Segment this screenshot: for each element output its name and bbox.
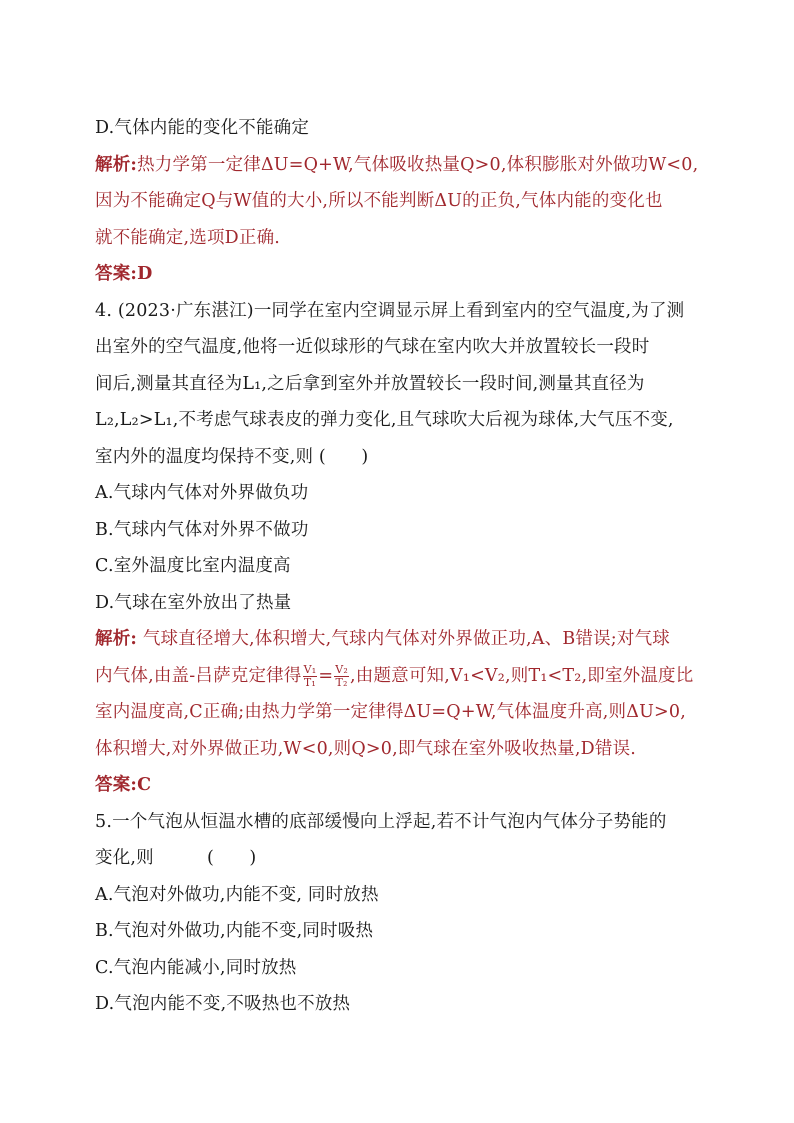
answer-label: 答案:: [95, 775, 138, 795]
q3-analysis-text-1: 热力学第一定律ΔU=Q+W,气体吸收热量Q>0,体积膨胀对外做功W<0,: [137, 154, 699, 175]
q4-option-d: D.气球在室外放出了热量: [95, 592, 292, 613]
q4-stem-line-4: L₂,L₂>L₁,不考虑气球表皮的弹力变化,且气球吹大后视为球体,大气压不变,: [95, 410, 674, 430]
q4-stem-line-1: 4. (2023·广东湛江)一同学在室内空调显示屏上看到室内的空气温度,为了测: [95, 300, 685, 321]
q5-option-b: B.气泡对外做功,内能不变,同时吸热: [95, 921, 374, 941]
q3-option-d: D.气体内能的变化不能确定: [95, 118, 310, 138]
fraction-numerator: V₂: [335, 662, 348, 676]
fraction-v1-t1: [303, 664, 318, 689]
fraction-v2-t2: [334, 664, 349, 689]
q5-stem-line-2: 变化,则 ( ): [95, 848, 257, 868]
answer-value: C: [137, 775, 152, 795]
q5-option-d: D.气泡内能不变,不吸热也不放热: [95, 994, 351, 1014]
answer-value: D: [137, 264, 153, 284]
q5-stem-line-1: 5.一个气泡从恒温水槽的底部缓慢向上浮起,若不计气泡内气体分子势能的: [95, 811, 667, 832]
q3-analysis-line-2: 因为不能确定Q与W值的大小,所以不能判断ΔU的正负,气体内能的变化也: [95, 191, 663, 211]
q4-analysis-line-2: [95, 658, 705, 695]
analysis-label: 解析:: [95, 154, 138, 175]
q4-stem-line-3: 间后,测量其直径为L₁,之后拿到室外并放置较长一段时间,测量其直径为: [95, 373, 645, 394]
q3-analysis-line-3: 就不能确定,选项D正确.: [95, 227, 281, 248]
fraction-denominator: T₁: [303, 675, 317, 689]
q4-analysis-text-2-post: ,由题意可知,V₁<V₂,则T₁<T₂,即室外温度比: [349, 665, 694, 686]
q4-analysis-line-1: [95, 621, 705, 658]
equals-sign: =: [318, 665, 334, 686]
q4-analysis-text-2-pre: 内气体,由盖-吕萨克定律得: [95, 665, 302, 686]
q4-option-a: A.气球内气体对外界做负功: [95, 483, 309, 503]
document-page: [95, 110, 705, 1023]
q4-analysis-line-4: 体积增大,对外界做正功,W<0,则Q>0,即气球在室外吸收热量,D错误.: [95, 738, 637, 759]
q4-analysis-line-3: 室内温度高,C正确;由热力学第一定律得ΔU=Q+W,气体温度升高,则ΔU>0,: [95, 702, 687, 722]
q4-option-b: B.气球内气体对外界不做功: [95, 519, 309, 540]
q4-analysis-text-1: 气球直径增大,体积增大,气球内气体对外界做正功,A、B错误;对气球: [137, 629, 671, 649]
q4-option-c: C.室外温度比室内温度高: [95, 556, 291, 576]
q4-stem-line-5: 室内外的温度均保持不变,则 ( ): [95, 446, 369, 467]
fraction-numerator: V₁: [303, 662, 317, 676]
analysis-label: 解析:: [95, 629, 138, 649]
answer-label: 答案:: [95, 264, 138, 284]
q5-option-c: C.气泡内能减小,同时放热: [95, 957, 297, 978]
q4-answer: [95, 767, 705, 804]
q5-option-a: A.气泡对外做功,内能不变, 同时放热: [95, 884, 379, 905]
q4-stem-line-2: 出室外的空气温度,他将一近似球形的气球在室内吹大并放置较长一段时: [95, 337, 650, 357]
fraction-denominator: T₂: [335, 675, 348, 689]
q3-answer: [95, 256, 705, 293]
q3-analysis-line-1: [95, 147, 705, 184]
